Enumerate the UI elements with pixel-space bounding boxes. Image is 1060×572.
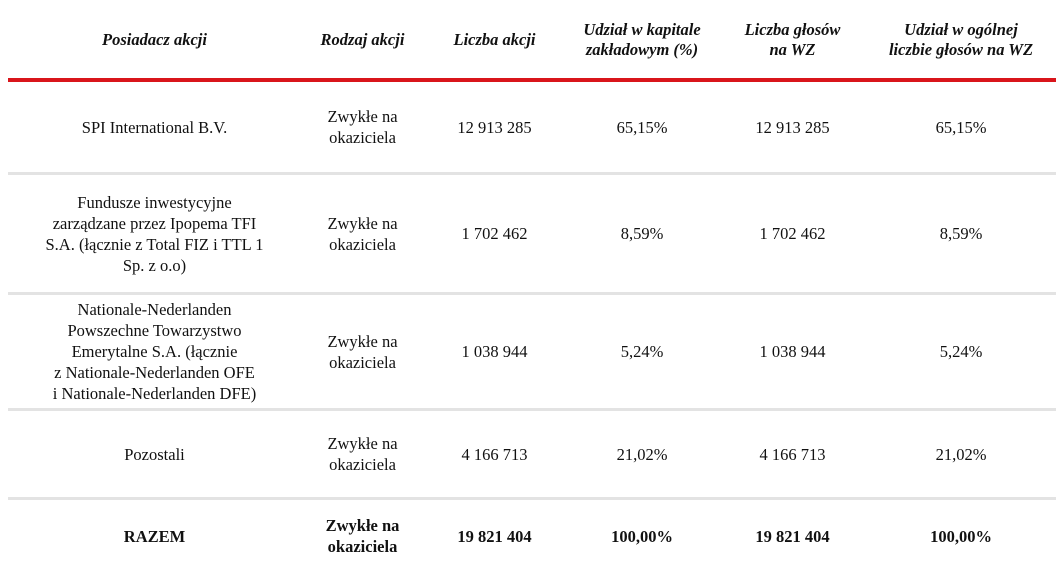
cell-votes-share: 21,02% bbox=[866, 410, 1056, 499]
cell-capital-share: 21,02% bbox=[565, 410, 719, 499]
cell-holder: Nationale-Nederlanden Powszechne Towarzystwo Emerytalne S.A. (łącznie z Nationale-Nederlanden OFE i Nationale-Nederlanden DFE) bbox=[8, 294, 301, 410]
table-header bbox=[8, 2, 1056, 80]
table-row bbox=[8, 174, 1056, 294]
header-votes: Liczba głosów na WZ bbox=[719, 2, 866, 80]
total-share-count: 19 821 404 bbox=[424, 499, 565, 572]
table-row bbox=[8, 80, 1056, 174]
total-share-type: Zwykłe na okaziciela bbox=[301, 499, 424, 572]
total-capital-share: 100,00% bbox=[565, 499, 719, 572]
total-votes: 19 821 404 bbox=[719, 499, 866, 572]
cell-capital-share: 65,15% bbox=[565, 80, 719, 174]
cell-share-count: 1 038 944 bbox=[424, 294, 565, 410]
cell-share-type: Zwykłe na okaziciela bbox=[301, 410, 424, 499]
table-row bbox=[8, 410, 1056, 499]
cell-votes-share: 65,15% bbox=[866, 80, 1056, 174]
cell-votes-share: 5,24% bbox=[866, 294, 1056, 410]
header-share-count: Liczba akcji bbox=[424, 2, 565, 80]
cell-capital-share: 5,24% bbox=[565, 294, 719, 410]
cell-votes: 1 038 944 bbox=[719, 294, 866, 410]
total-votes-share: 100,00% bbox=[866, 499, 1056, 572]
table-row bbox=[8, 294, 1056, 410]
cell-votes: 4 166 713 bbox=[719, 410, 866, 499]
cell-holder: Fundusze inwestycyjne zarządzane przez Ipopema TFI S.A. (łącznie z Total FIZ i TTL 1 Sp. z o.o) bbox=[8, 174, 301, 294]
cell-votes: 12 913 285 bbox=[719, 80, 866, 174]
cell-share-type: Zwykłe na okaziciela bbox=[301, 294, 424, 410]
cell-share-count: 4 166 713 bbox=[424, 410, 565, 499]
header-votes-share: Udział w ogólnej liczbie głosów na WZ bbox=[866, 2, 1056, 80]
total-holder: RAZEM bbox=[8, 499, 301, 572]
table-body bbox=[8, 80, 1056, 572]
header-capital-share: Udział w kapitale zakładowym (%) bbox=[565, 2, 719, 80]
cell-capital-share: 8,59% bbox=[565, 174, 719, 294]
header-share-type: Rodzaj akcji bbox=[301, 2, 424, 80]
cell-votes-share: 8,59% bbox=[866, 174, 1056, 294]
cell-share-type: Zwykłe na okaziciela bbox=[301, 174, 424, 294]
cell-share-type: Zwykłe na okaziciela bbox=[301, 80, 424, 174]
header-holder: Posiadacz akcji bbox=[8, 2, 301, 80]
header-row bbox=[8, 2, 1056, 80]
total-row bbox=[8, 499, 1056, 572]
shareholder-table bbox=[8, 2, 1056, 572]
cell-share-count: 12 913 285 bbox=[424, 80, 565, 174]
cell-holder: Pozostali bbox=[8, 410, 301, 499]
cell-share-count: 1 702 462 bbox=[424, 174, 565, 294]
cell-holder: SPI International B.V. bbox=[8, 80, 301, 174]
cell-votes: 1 702 462 bbox=[719, 174, 866, 294]
